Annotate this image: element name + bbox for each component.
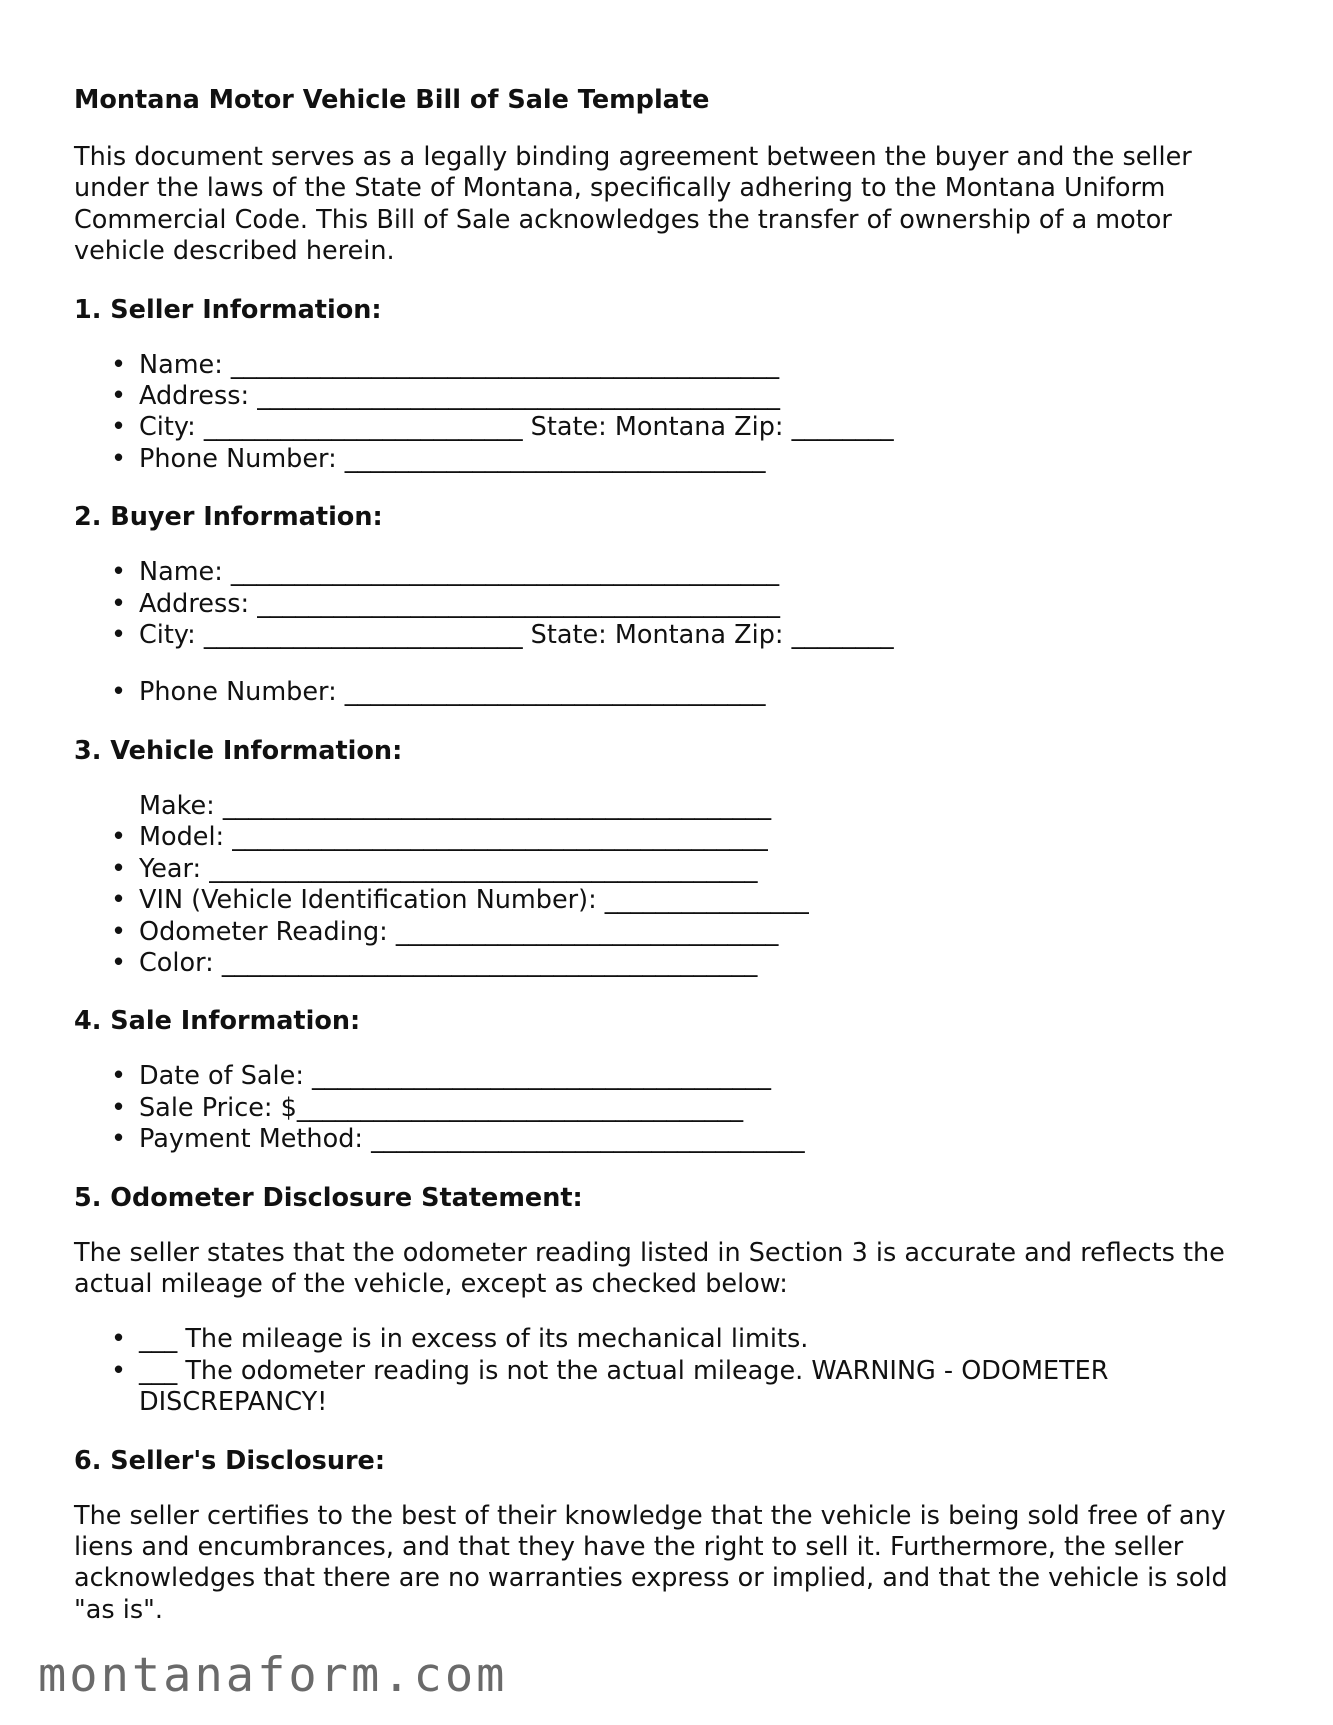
vehicle-model-field: • Model: __________________________________________ xyxy=(139,822,1264,853)
buyer-address-field: • Address: _________________________________________ xyxy=(139,589,1264,620)
sale-section-title: 4. Sale Information: xyxy=(74,1006,361,1037)
vehicle-color-field: • Color: __________________________________________ xyxy=(139,948,1264,979)
odometer-option-not-actual: • ___ The odometer reading is not the actual mileage. WARNING - ODOMETER DISCREPANCY! xyxy=(139,1356,1169,1419)
seller-disclosure-title: 6. Seller's Disclosure: xyxy=(74,1445,386,1476)
odometer-options xyxy=(74,1324,1264,1418)
seller-phone-field: • Phone Number: _________________________________ xyxy=(139,444,1264,475)
vehicle-odometer-field: • Odometer Reading: ______________________________ xyxy=(139,917,1264,948)
document-title: Montana Motor Vehicle Bill of Sale Template xyxy=(74,85,710,115)
seller-section-title: 1. Seller Information: xyxy=(74,294,382,325)
odometer-disclosure-text: The seller states that the odometer reading listed in Section 3 is accurate and reflects the actual mileage of the vehicle, except as checked below: xyxy=(74,1237,1225,1299)
seller-disclosure-text: The seller certifies to the best of their knowledge that the vehicle is being sold free of any liens and encumbrances, and that they have the right to sell it. Furthermore, the seller acknowledges that there are no warranties express or implied, and that the vehicle is sold "as is". xyxy=(74,1500,1228,1625)
vehicle-fields xyxy=(74,791,1264,979)
sale-fields xyxy=(74,1061,1264,1155)
sale-date-field: • Date of Sale: ____________________________________ xyxy=(139,1061,1264,1092)
odometer-option-mechanical-limits: • ___ The mileage is in excess of its mechanical limits. xyxy=(139,1324,1264,1355)
buyer-phone-field: • Phone Number: _________________________________ xyxy=(139,677,1264,708)
buyer-city-field: • City: _________________________ State: Montana Zip: ________ xyxy=(139,620,1264,651)
vehicle-year-field: • Year: ___________________________________________ xyxy=(139,854,1264,885)
vehicle-vin-field: • VIN (Vehicle Identification Number): ________________ xyxy=(139,885,1264,916)
seller-fields xyxy=(74,350,1264,476)
vehicle-section-title: 3. Vehicle Information: xyxy=(74,735,403,766)
seller-address-field: • Address: _________________________________________ xyxy=(139,381,1264,412)
seller-name-field: • Name: ___________________________________________ xyxy=(139,350,1264,381)
buyer-section-title: 2. Buyer Information: xyxy=(74,502,383,533)
buyer-name-field: • Name: ___________________________________________ xyxy=(139,557,1264,588)
bill-of-sale-document xyxy=(74,84,1264,1626)
intro-paragraph: This document serves as a legally binding agreement between the buyer and the seller under the laws of the State of Montana, specifically adhering to the Montana Uniform Commercial Code. This Bill of Sale acknowledges the transfer of ownership of a motor vehicle described herein. xyxy=(74,142,1192,267)
seller-city-field: • City: _________________________ State: Montana Zip: ________ xyxy=(139,412,1264,443)
buyer-fields xyxy=(74,557,1264,709)
odometer-disclosure-title: 5. Odometer Disclosure Statement: xyxy=(74,1182,583,1213)
watermark-text: montanaform.com xyxy=(38,1648,508,1703)
payment-method-field: • Payment Method: __________________________________ xyxy=(139,1124,1264,1155)
vehicle-make-field: Make: ___________________________________________ xyxy=(139,790,772,821)
sale-price-field: • Sale Price: $___________________________________ xyxy=(139,1093,1264,1124)
